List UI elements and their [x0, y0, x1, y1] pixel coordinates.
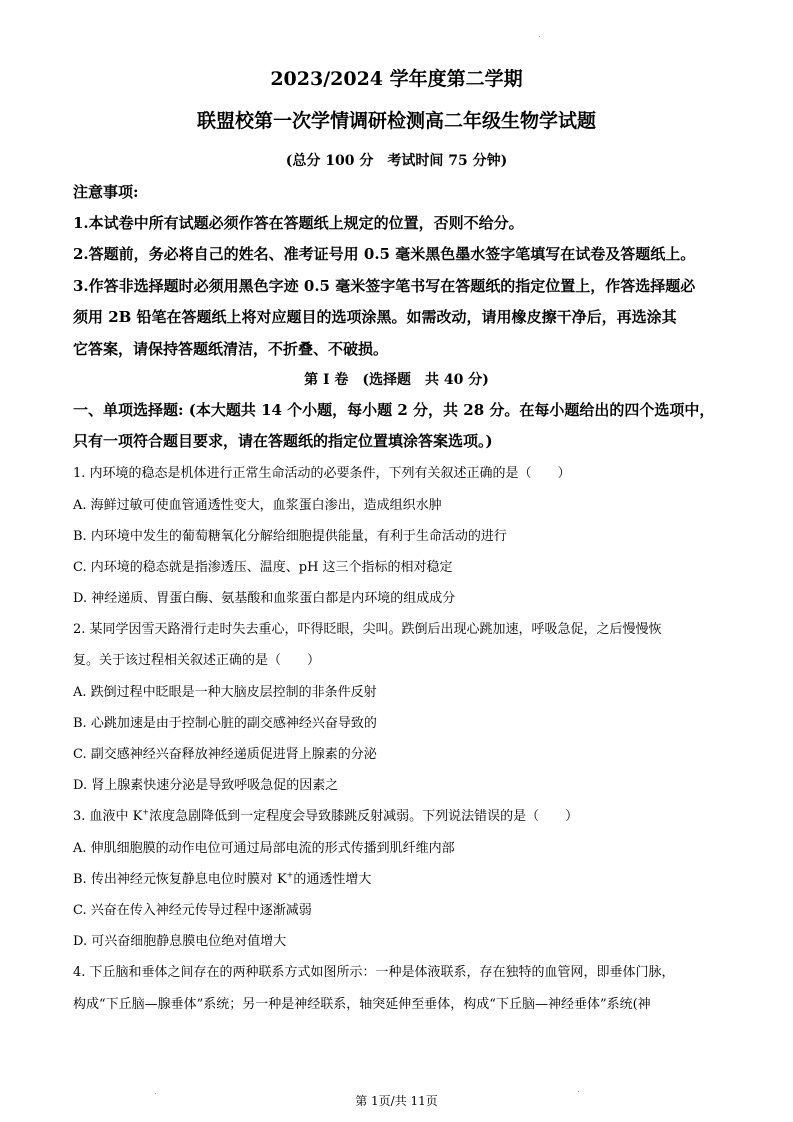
- year-line: 2023/2024 学年度第二学期: [270, 68, 523, 90]
- question-3-option-d: D. 可兴奋细胞静息膜电位绝对值增大: [73, 934, 287, 949]
- question-3-option-b: [73, 868, 371, 887]
- page-number: 第 1页/共 11页: [355, 1094, 438, 1108]
- section-instructions-line-2: 只有一项符合题目要求，请在答题纸的指定位置填涂答案选项。): [73, 432, 493, 450]
- note-item-3-line-3: 它答案，请保持答题纸清洁，不折叠、不破损。: [73, 340, 389, 358]
- question-3-option-c: C. 兴奋在传入神经元传导过程中逐渐减弱: [73, 903, 312, 918]
- question-2-option-d: D. 肾上腺素快速分泌是导致呼吸急促的因素之: [73, 778, 339, 793]
- question-2-option-b: B. 心跳加速是由于控制心脏的副交感神经兴奋导致的: [73, 716, 377, 731]
- question-1-option-c: C. 内环境的稳态就是指渗透压、温度、pH 这三个指标的相对稳定: [73, 560, 453, 575]
- question-1-option-b: B. 内环境中发生的葡萄糖氧化分解给细胞提供能量，有利于生命活动的进行: [73, 529, 507, 544]
- scan-dot: [539, 36, 540, 37]
- note-item-3-line-1: 3.作答非选择题时必须用黑色字迹 0.5 毫米签字笔书写在答题纸的指定位置上，作答选择题必: [73, 277, 696, 295]
- question-4-stem-line-2: 构成“下丘脑—腺垂体”系统；另一种是神经联系，轴突延伸至垂体，构成“下丘脑—神经垂体”系统(神: [73, 997, 651, 1012]
- question-1-option-a: A. 海鲜过敏可使血管通透性变大，血浆蛋白渗出，造成组织水肿: [73, 498, 442, 513]
- exam-info: (总分 100 分 考试时间 75 分钟): [285, 153, 508, 169]
- section-instructions-line-1: 一、单项选择题: (本大题共 14 个小题，每小题 2 分，共 28 分。在每小题给出的四个选项中，: [73, 401, 715, 419]
- superscript-plus: +: [142, 807, 150, 817]
- note-item-2: 2.答题前，务必将自己的姓名、准考证号用 0.5 毫米黑色墨水签字笔填写在试卷及答题纸上。: [73, 245, 696, 263]
- question-1-option-d: D. 神经递质、胃蛋白酶、氨基酸和血浆蛋白都是内环境的组成成分: [73, 591, 456, 606]
- note-item-1: 1.本试卷中所有试题必须作答在答题纸上规定的位置，否则不给分。: [73, 214, 524, 232]
- question-3-stem: [73, 805, 578, 824]
- question-3-stem-end: 浓度急剧降低到一定程度会导致膝跳反射减弱。下列说法错误的是（ ）: [149, 809, 579, 824]
- question-4-stem-line-1: 4. 下丘脑和垂体之间存在的两种联系方式如图所示：一种是体液联系，存在独特的血管网，即垂体门脉，: [73, 965, 675, 980]
- section-title: 第 I 卷 (选择题 共 40 分): [304, 372, 489, 388]
- exam-title: 联盟校第一次学情调研检测高二年级生物学试题: [196, 110, 596, 132]
- question-3-option-a: A. 伸肌细胞膜的动作电位可通过局部电流的形式传播到肌纤维内部: [73, 841, 455, 856]
- question-2-stem-line-2: 复。关于该过程相关叙述正确的是（ ）: [73, 653, 321, 668]
- question-2-stem-line-1: 2. 某同学因雪天路滑行走时失去重心，吓得眨眼，尖叫。跌倒后出现心跳加速，呼吸急促，之后慢慢恢: [73, 622, 662, 637]
- question-3-option-b-start: B. 传出神经元恢复静息电位时膜对 K: [73, 872, 287, 887]
- question-2-option-a: A. 跌倒过程中眨眼是一种大脑皮层控制的非条件反射: [73, 685, 377, 700]
- question-1-stem: 1. 内环境的稳态是机体进行正常生命活动的必要条件，下列有关叙述正确的是（ ）: [73, 466, 571, 481]
- question-3-option-b-end: 的通透性增大: [293, 872, 372, 887]
- superscript-plus: +: [286, 870, 294, 880]
- question-3-stem-start: 3. 血液中 K: [73, 809, 143, 824]
- question-2-option-c: C. 副交感神经兴奋释放神经递质促进肾上腺素的分泌: [73, 747, 377, 762]
- note-item-3-line-2: 须用 2B 铅笔在答题纸上将对应题目的选项涂黑。如需改动，请用橡皮擦干净后，再选涂其: [73, 308, 677, 326]
- notes-heading: 注意事项:: [73, 183, 139, 201]
